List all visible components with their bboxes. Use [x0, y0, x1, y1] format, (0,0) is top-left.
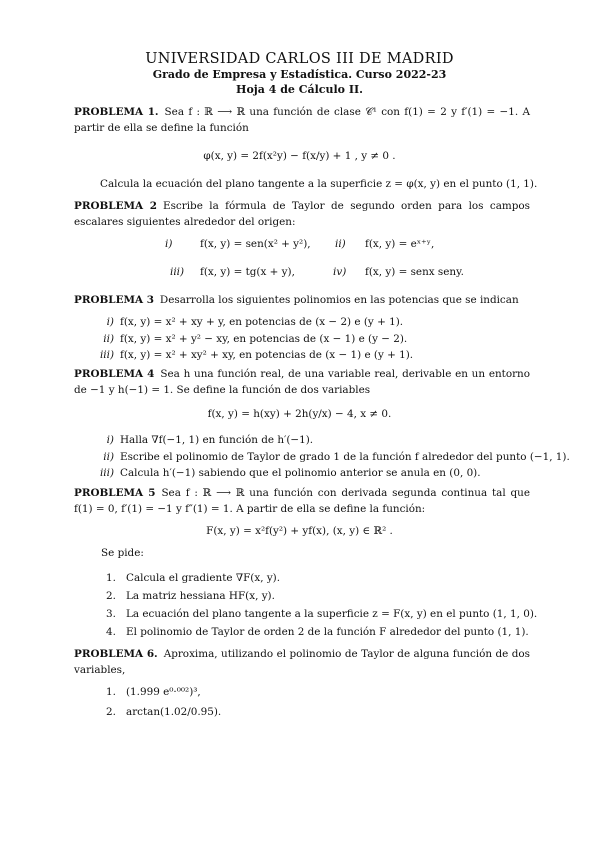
- problem-1-title: PROBLEMA 1.: [74, 106, 159, 118]
- p5-item-2-text: La matriz hessiana HF(x, y).: [126, 590, 275, 602]
- p2-item-2-num: ii): [335, 238, 346, 250]
- p5-item-1-text: Calcula el gradiente ∇F(x, y).: [126, 572, 281, 584]
- sheet-title: Hoja 4 de Cálculo II.: [236, 83, 363, 96]
- p4-item-2: [96, 449, 570, 465]
- p2-item-2: f(x, y) = eˣ⁺ʸ,: [365, 238, 435, 250]
- problem-6-title: PROBLEMA 6.: [74, 648, 158, 660]
- p2-item-3-num: iii): [170, 266, 185, 278]
- p5-item-2: [106, 588, 275, 604]
- problem-2-text: Escribe la fórmula de Taylor de segundo orden para los campos escalares siguientes alrededor del origen:: [74, 200, 530, 229]
- p4-item-2-text: Escribe el polinomio de Taylor de grado 1 de la función f alrededor del punto (−1, 1).: [120, 451, 570, 463]
- problem-3-text: Desarrolla los siguientes polinomios en las potencias que se indican: [159, 294, 519, 306]
- p6-item-1-num: 1.: [106, 686, 116, 698]
- p2-item-4-num: iv): [333, 266, 347, 278]
- p6-item-2: [106, 704, 221, 720]
- university-title: UNIVERSIDAD CARLOS III DE MADRID: [145, 51, 454, 67]
- p2-item-1-num: i): [165, 238, 173, 250]
- p3-item-3: [96, 347, 413, 363]
- problem-5-title: PROBLEMA 5: [74, 487, 156, 499]
- p6-item-1: [106, 684, 201, 700]
- p5-item-3-text: La ecuación del plano tangente a la superficie z = F(x, y) en el punto (1, 1, 0).: [126, 608, 538, 620]
- problem-3-title: PROBLEMA 3: [74, 294, 154, 306]
- p5-item-1-num: 1.: [106, 572, 116, 584]
- problem-1-task: [100, 176, 540, 192]
- p4-item-1: [96, 432, 313, 448]
- p4-item-1-num: i): [106, 434, 114, 446]
- problem-4: [74, 366, 530, 398]
- problem-5-text: Sea f : ℝ ⟶ ℝ una función con derivada segunda continua tal que f(1) = 0, f′(1) = −1 y f″(1) = 1. A partir de ella se define la función:: [74, 487, 530, 516]
- problem-6: [74, 646, 530, 678]
- p2-item-3: f(x, y) = tg(x + y),: [200, 266, 295, 278]
- p2-item-1: f(x, y) = sen(x² + y²),: [200, 238, 311, 250]
- problem-1-task-text: Calcula la ecuación del plano tangente a la superficie z = φ(x, y) en el punto (1, 1).: [100, 178, 538, 190]
- problem-5: [74, 485, 530, 517]
- p3-item-1-num: i): [106, 316, 114, 328]
- problem-5-formula: F(x, y) = x²f(y²) + yf(x), (x, y) ∈ ℝ² .: [206, 525, 393, 537]
- p6-item-2-text: arctan(1.02/0.95).: [126, 706, 222, 718]
- p6-item-2-num: 2.: [106, 706, 116, 718]
- problem-1-formula: φ(x, y) = 2f(x²y) − f(x/y) + 1 , y ≠ 0 .: [203, 150, 396, 162]
- p4-item-1-text: Halla ∇f(−1, 1) en función de h′(−1).: [120, 434, 314, 446]
- p5-item-3-num: 3.: [106, 608, 116, 620]
- problem-4-formula: f(x, y) = h(xy) + 2h(y/x) − 4, x ≠ 0.: [207, 408, 392, 420]
- p6-item-1-text: (1.999 e⁰·⁰⁰²)³,: [126, 686, 201, 698]
- problem-2-items: [0, 236, 599, 286]
- p5-item-3: [106, 606, 537, 622]
- problem-3: [74, 292, 530, 308]
- p5-item-1: [106, 570, 280, 586]
- p3-item-1-text: f(x, y) = x² + xy + y, en potencias de (x − 2) e (y + 1).: [120, 316, 404, 328]
- problem-1: [74, 104, 530, 136]
- p4-item-3-num: iii): [99, 467, 114, 479]
- p2-item-4: f(x, y) = senx seny.: [365, 266, 464, 278]
- p3-item-2-num: ii): [103, 333, 114, 345]
- p3-item-2-text: f(x, y) = x² + y² − xy, en potencias de (x − 1) e (y − 2).: [120, 333, 408, 345]
- problem-1-text: Sea f : ℝ ⟶ ℝ una función de clase 𝒞¹ con f(1) = 2 y f′(1) = −1. A partir de ella se define la función: [74, 106, 530, 135]
- p3-item-1: [96, 314, 403, 330]
- degree-course: Grado de Empresa y Estadística. Curso 2022-23: [152, 68, 447, 81]
- problem-4-title: PROBLEMA 4: [74, 368, 155, 380]
- p4-item-3: [96, 465, 481, 481]
- p4-item-3-text: Calcula h′(−1) sabiendo que el polinomio anterior se anula en (0, 0).: [120, 467, 481, 479]
- p5-item-2-num: 2.: [106, 590, 116, 602]
- p5-item-4: [106, 624, 529, 640]
- problem-6-text: Aproxima, utilizando el polinomio de Taylor de alguna función de dos variables,: [74, 648, 530, 677]
- problem-2: [74, 198, 530, 230]
- p3-item-2: [96, 331, 407, 347]
- p5-item-4-num: 4.: [106, 626, 116, 638]
- problem-4-text: Sea h una función real, de una variable real, derivable en un entorno de −1 y h(−1) = 1. Se define la función de dos variables: [74, 368, 531, 397]
- p3-item-3-num: iii): [99, 349, 114, 361]
- p5-item-4-text: El polinomio de Taylor de orden 2 de la función F alrededor del punto (1, 1).: [126, 626, 529, 638]
- p3-item-3-text: f(x, y) = x² + xy² + xy, en potencias de (x − 1) e (y + 1).: [120, 349, 414, 361]
- p4-item-2-num: ii): [103, 451, 114, 463]
- problem-2-title: PROBLEMA 2: [74, 200, 158, 212]
- problem-5-lead: Se pide:: [101, 547, 144, 559]
